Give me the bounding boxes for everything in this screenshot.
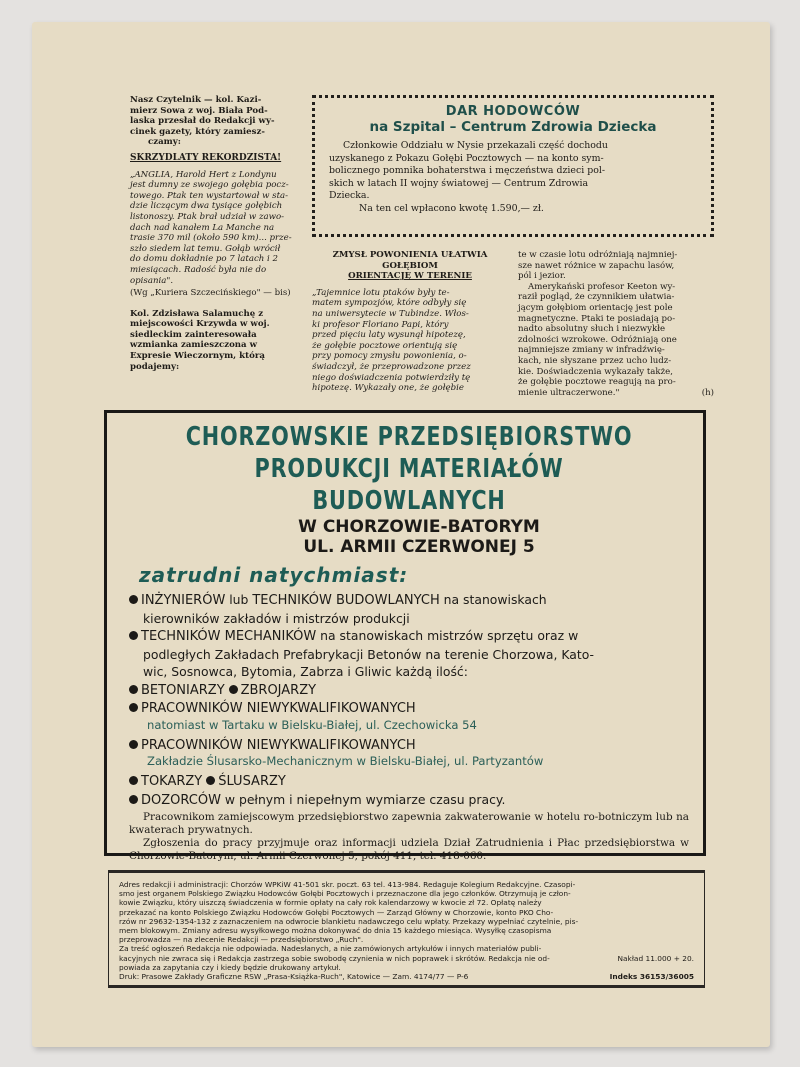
quote-line: szło siedem lat temu. Gołąb wrócił — [130, 243, 281, 254]
body-line: raził pogląd, że czynnikiem ułatwia- — [518, 292, 675, 303]
donation-line: Dziecka. — [329, 190, 370, 202]
bullet-icon — [129, 795, 138, 804]
para-line: siedleckim zainteresowała — [130, 329, 257, 340]
para-line: Kol. Zdzisława Salamuchę z — [130, 308, 264, 319]
para-line: wzmianka zamieszczona w — [130, 340, 258, 351]
quote-line: miesiącach. Radość była nie do — [130, 264, 267, 275]
para-line: Expresie Wieczornym, którą — [130, 351, 265, 362]
imprint-line: mem blokowym. Zmiany adresu wysyłkowego można dokonywać do dnia 15 każdego miesiąca. Wysyłkę czasopisma — [119, 926, 552, 936]
donation-body-cont — [329, 153, 697, 203]
ad-headline-1: CHORZOWSKIE PRZEDSIĘBIORSTWO — [185, 422, 633, 452]
job-title: DOZORCÓW — [141, 792, 221, 808]
right-column — [518, 250, 714, 398]
ad-street: UL. ARMII CZERWONEJ 5 — [303, 537, 535, 557]
body-line: kie. Doświadczenia wykazały także, — [518, 366, 673, 377]
bullet-icon — [129, 776, 138, 785]
donation-amount: Na ten cel wpłacono kwotę 1.590,— zł. — [359, 202, 544, 214]
second-paragraph — [130, 309, 295, 373]
donation-line: bolicznego pomnika bohaterstwa i męczeństwa dzieci pol- — [329, 165, 605, 177]
bullet-icon — [129, 685, 138, 694]
heading-line: ZMYSŁ POWONIENIA UŁATWIA — [332, 250, 488, 260]
para-line: podajemy: — [130, 361, 180, 372]
publication-imprint — [108, 870, 705, 988]
body-line: Amerykański profesor Keeton wy- — [528, 281, 676, 292]
ad-note-housing: Pracownikom zamiejscowym przedsiębiorstwo zapewnia zakwaterowanie w hotelu ro-botniczym lub na kwaterach prywatnych. — [129, 811, 689, 836]
body-line: mienie ultraczerwone." — [518, 387, 620, 398]
donation-line: uzyskanego z Pokazu Gołębi Pocztowych — na konto sym- — [329, 152, 604, 164]
donation-box — [312, 95, 714, 237]
donation-line: Członkowie Oddziału w Nysie przekazali część dochodu — [343, 140, 608, 151]
body-line: zdolności wzrokowe. Odróżniają one — [518, 334, 677, 345]
body-line: hipotezę. Wykazały one, że gołębie — [312, 383, 464, 394]
job-advertisement — [104, 410, 706, 862]
job-title: INŻYNIERÓW — [141, 593, 226, 608]
intro-line: cinek gazety, który zamiesz- — [130, 126, 265, 137]
job-title: ZBROJARZY — [240, 682, 317, 698]
quote-paragraph — [130, 170, 295, 287]
body-line: pól i jezior. — [518, 271, 566, 282]
bullet-icon — [129, 703, 138, 712]
body-line: na uniwersytecie w Tubindze. Włos- — [312, 308, 469, 319]
job-text: na stanowiskach — [439, 592, 547, 607]
body-line: świadczył, że przeprowadzone przez — [312, 361, 471, 372]
intro-paragraph — [130, 95, 295, 148]
body-line: jącym gołębiom orientację jest pole — [518, 302, 673, 313]
job-list — [129, 591, 689, 809]
intro-line: czamy: — [148, 137, 181, 148]
smell-article-heading — [312, 250, 508, 282]
body-line: niego doświadczenia potwierdziły tę — [312, 372, 471, 383]
donation-subtitle: na Szpital – Centrum Zdrowia Dziecka — [369, 119, 657, 135]
body-line: że gołębie pocztowe reagują na pro- — [518, 377, 676, 388]
job-title: BETONIARZY — [141, 682, 225, 698]
job-item — [129, 772, 689, 791]
closing-row — [518, 388, 714, 399]
quote-source: (Wg „Kuriera Szczecińskiego" — bis) — [130, 288, 291, 299]
quote-line: opisania". — [130, 275, 174, 286]
job-location: Zakładzie Ślusarsko-Mechanicznym w Bielsku-Białej, ul. Partyzantów — [147, 754, 544, 768]
imprint-line: Adres redakcji i administracji: Chorzów WPKiW 41-501 skr. poczt. 63 tel. 413-984. Redaguje Kolegium Redakcyjne. Czasopi- — [119, 880, 576, 889]
imprint-line: przekazać na konto Polskiego Związku Hodowców Gołębi Pocztowych — Zarząd Główny w Chorzowie, konto PKO Cho- — [119, 907, 554, 917]
imprint-line: Za treść ogłoszeń Redakcja nie odpowiada. Nadesłanych, a nie zamówionych artykułów i innych materiałów publi- — [119, 944, 542, 954]
imprint-line: smo jest organem Polskiego Związku Hodowców Gołębi Pocztowych i przeznaczone dla jego członków. Otrzymują je człon- — [119, 889, 571, 899]
imprint-line: przeprowadza — na zlecenie Redakcji — przedsiębiorstwo „Ruch". — [119, 935, 364, 945]
body-line: kach, nie słyszane przez ucho ludz- — [518, 355, 672, 366]
body-line: przy pomocy zmysłu powonienia, o- — [312, 351, 467, 362]
article-signature: (h) — [701, 387, 714, 398]
article-heading: SKRZYDLATY REKORDZISTA! — [130, 152, 282, 163]
bullet-icon — [229, 685, 238, 694]
para-line: miejscowości Krzywda w woj. — [130, 319, 270, 330]
quote-line: jest dumny ze swojego gołębia pocz- — [130, 180, 289, 191]
imprint-line: kacyjnych nie zwraca się i Redakcja zastrzega sobie swobodę czynienia w nich poprawek i skrótów. Redakcja nie od- — [119, 953, 550, 963]
job-title: TOKARZY — [141, 774, 203, 789]
body-line: „Tajemnice lotu ptaków były te- — [312, 287, 450, 298]
job-title: PRACOWNIKÓW NIEWYKWALIFIKOWANYCH — [141, 737, 416, 753]
job-title: ŚLUSARZY — [218, 774, 286, 789]
body-line: matem sympozjów, które odbyły się — [312, 298, 467, 309]
job-item — [129, 791, 689, 810]
ad-note-contact: Zgłoszenia do pracy przyjmuje oraz informacji udziela Dział Zatrudnienia i Płac przedsiębiorstwa w Chorzowie-Batorym, ul. Armii Czerwonej 5, pokój 411, tel. 418-060. — [129, 837, 689, 862]
job-item — [129, 591, 689, 610]
donation-title: DAR HODOWCÓW — [445, 104, 581, 119]
job-text: w pełnym i niepełnym wymiarze czasu pracy. — [220, 791, 506, 807]
job-detail: wic, Sosnowca, Bytomia, Zabrza i Gliwic każdą ilość: — [143, 664, 468, 679]
bullet-icon — [129, 740, 138, 749]
job-item — [129, 627, 689, 646]
job-detail: kierowników zakładów i mistrzów produkcji — [143, 610, 410, 626]
printer-line: Druk: Prasowe Zakłady Graficzne RSW „Prasa-Książka-Ruch", Katowice — Zam. 4174/77 — P-6 — [119, 972, 469, 982]
body-line: te w czasie lotu odróżniają najmniej- — [518, 250, 678, 260]
job-item — [129, 699, 689, 718]
job-location: natomiast w Tartaku w Bielsku-Białej, ul. Czechowicka 54 — [147, 717, 477, 732]
imprint-line: kowie Związku, który uiszczą świadczenia w formie opłaty na cały rok kalendarzowy w kwocie zł 72. Opłatę należy — [119, 898, 542, 908]
bullet-icon — [206, 776, 215, 785]
bullet-icon — [129, 631, 138, 640]
body-line: przed pięciu laty wysunął hipotezę, — [312, 330, 466, 341]
quote-line: towego. Ptak ten wystartował w sta- — [130, 190, 289, 201]
body-line: nadto absolutny słuch i niezwykłe — [518, 324, 666, 335]
middle-column — [312, 250, 508, 394]
intro-line: laska przesłał do Redakcji wy- — [130, 116, 275, 127]
body-line: że gołębie pocztowe orientują się — [312, 340, 458, 351]
quote-line: „ANGLIA, Harold Hert z Londynu — [130, 169, 277, 180]
intro-line: Nasz Czytelnik — kol. Kazi- — [130, 95, 262, 105]
heading-line: ORIENTACJĘ W TERENIE — [348, 271, 472, 282]
intro-line: mierz Sowa z woj. Biała Pod- — [130, 105, 268, 116]
imprint-row — [119, 972, 694, 981]
body-line: sze nawet różnice w zapachu lasów, — [518, 260, 675, 271]
quote-line: dzie liczącym dwa tysiące gołębich — [130, 201, 283, 212]
job-text: lub — [225, 592, 253, 607]
heading-line: GOŁĘBIOM — [382, 260, 438, 271]
body-line: ki profesor Floriano Papi, który — [312, 319, 449, 330]
quote-line: dach nad kanałem La Manche na — [130, 222, 275, 233]
job-item — [129, 736, 689, 755]
left-column — [130, 95, 295, 372]
ad-city: W CHORZOWIE-BATORYM — [298, 517, 540, 537]
quote-line: do domu dokładnie po 7 latach i 2 — [130, 254, 278, 265]
job-title: TECHNIKÓW BUDOWLANYCH — [252, 593, 440, 608]
imprint-line: powiada za zapytania czy i kiedy będzie drukowany artykuł. — [119, 962, 341, 972]
quote-line: trasie 370 mil (około 590 km)... prze- — [130, 233, 292, 244]
body-line: magnetyczne. Ptaki te posiadają po- — [518, 313, 676, 324]
donation-body — [329, 140, 697, 153]
smell-article-body — [312, 288, 508, 394]
job-title: PRACOWNIKÓW NIEWYKWALIFIKOWANYCH — [141, 701, 416, 716]
ad-hiring: zatrudni natychmiast: — [139, 563, 409, 587]
imprint-line: rzów nr 29632-1354-132 z zaznaczeniem na odwrocie blankietu nadawczego celu wpłaty. Przekazy wypełniać czytelnie, pis- — [119, 916, 579, 926]
donation-line: skich w latach II wojny światowej — Centrum Zdrowia — [329, 177, 589, 189]
index-number: Indeks 36153/36005 — [609, 972, 694, 982]
body-line: najmniejsze zmiany w infradźwię- — [518, 345, 665, 356]
job-detail: podległych Zakładach Prefabrykacji Betonów na terenie Chorzowa, Kato- — [143, 646, 595, 662]
circulation: Nakład 11.000 + 20. — [617, 953, 694, 963]
job-text: na stanowiskach mistrzów sprzętu oraz w — [316, 628, 579, 643]
job-title: TECHNIKÓW MECHANIKÓW — [141, 629, 317, 644]
job-item — [129, 681, 689, 700]
imprint-row — [119, 954, 694, 963]
bullet-icon — [129, 595, 138, 604]
ad-headline-2: PRODUKCJI MATERIAŁÓW BUDOWLANYCH — [254, 454, 564, 516]
quote-line: listonoszy. Ptak brał udział w zawo- — [130, 211, 285, 222]
